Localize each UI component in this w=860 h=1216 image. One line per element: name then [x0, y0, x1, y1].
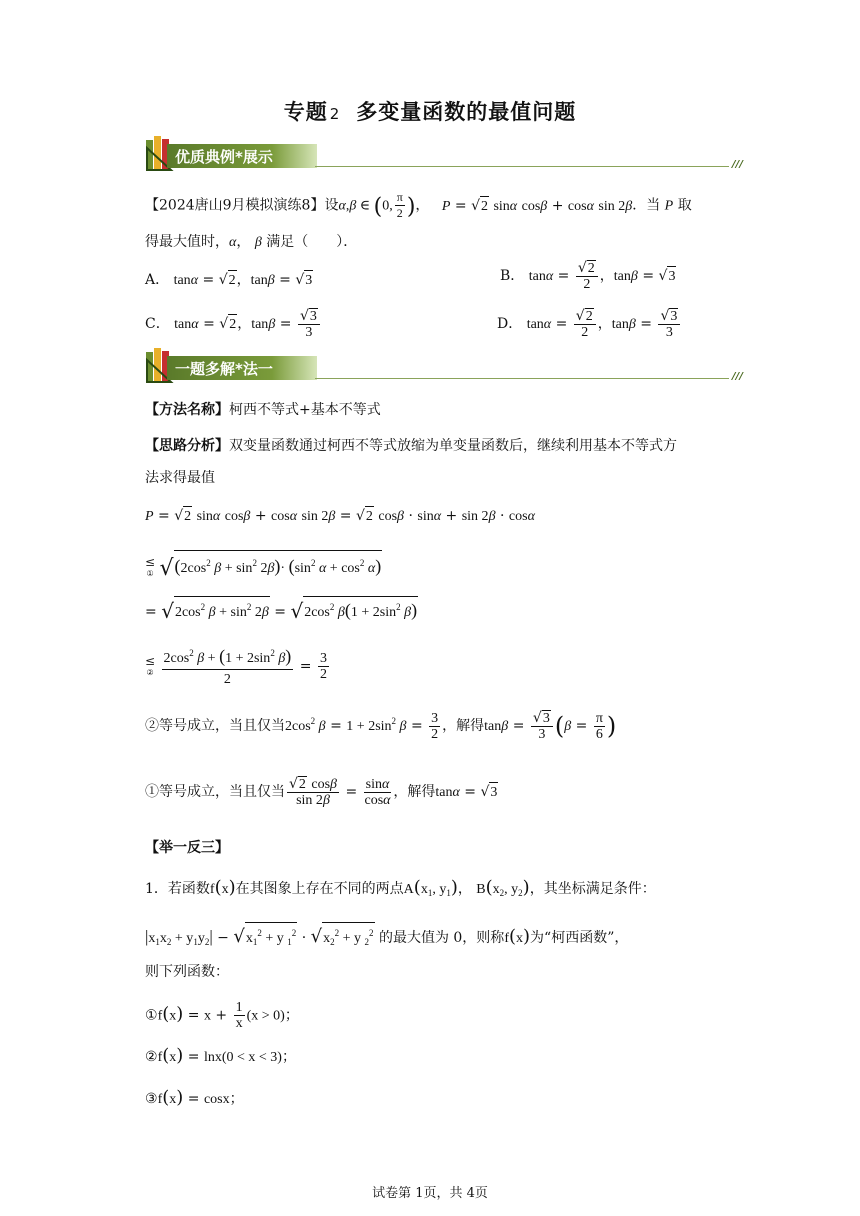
page-footer: 试卷第 1页，共 4页	[372, 1186, 488, 1201]
title-prefix: 专题	[283, 100, 328, 124]
option-a[interactable]: A． tanα = √2，tanβ = √3	[145, 270, 313, 291]
section-banner-examples	[145, 138, 743, 172]
page-title	[0, 96, 860, 126]
derivation-line-3: = $√2\cos^2$ $\beta + \sin^2 2\beta = √2\cos^2$ $\beta(1 + 2\sin^2$ β)	[145, 596, 418, 623]
banner-method-label: 一题多解*法一	[175, 360, 273, 378]
problem-line-1: 【2024唐山9月模拟演练8】设α,β ∈ (0, $\frac{\pi}{2}$ )， P = √2 sinα cosβ + cosα sin 2β．当 P 取	[145, 190, 692, 220]
method-analysis-1: 【思路分析】双变量函数通过柯西不等式放缩为单变量函数后，继续利用基本不等式方	[145, 438, 677, 454]
option-c[interactable]: C． tanα = √2，tanβ = $\frac{√3}{3}$	[145, 308, 322, 340]
derivation-line-1: P = √2 sinα cosβ + cosα sin 2β = √2 cosβ · sinα + sin 2β · cosα	[145, 506, 535, 527]
practice-item-3: ③f(x) = cosx；	[145, 1087, 244, 1108]
practice-q1-line-2: $|x_1x_2 + y_1y_2| - √x_1^2 + y$ $_1^2 \cdot √x_2^2 + y$ $_2^2$ 的最大值为 0，则称f(x)为“柯西函数”，	[145, 922, 628, 952]
practice-q1-line-3: 则下列函数：	[145, 964, 229, 980]
derivation-line-4: ≤ ② $\frac{2\cos^2 \beta + (1 + 2\sin^2 \beta)}{2}$ = $\frac{3}{2}$	[145, 643, 331, 690]
practice-label: 【举一反三】	[145, 840, 229, 856]
title-text: 多变量函数的最值问题	[356, 100, 577, 124]
equality-condition-2: ②等号成立，当且仅当$2\cos^2$ $\beta = 1 + 2\sin^2$ β = $\frac{3}{2}$ ，解得tanβ = $\frac{√3}{3}$ (β = $\frac{\pi}{6}$ )	[145, 710, 617, 742]
practice-item-1: ①f(x) = x + $\frac{1}{x}$ (x > 0)；	[145, 1000, 299, 1031]
banner-slashes: ///	[732, 159, 743, 170]
section-banner-method: 一题多解*法一 ///	[145, 350, 743, 384]
practice-q1-line-1: 1．若函数f(x)在其图象上存在不同的两点$A(x_1$, $y_1$)， $B(x_2$, $y_2$)，其坐标满足条件：	[145, 877, 656, 898]
equality-condition-1: ①等号成立，当且仅当 $\frac{√2 \cos\beta}{\sin 2\beta}$ = $\frac{\sin\alpha}{\cos\alpha}$ ，解得tanα = √3	[145, 776, 498, 808]
title-number: 2	[329, 105, 341, 123]
method-name: 【方法名称】柯西不等式+基本不等式	[145, 402, 381, 418]
option-b[interactable]: B． tanα = $\frac{√2}{2}$ ，tanβ = √3	[500, 260, 676, 292]
option-d[interactable]: D． tanα = $\frac{√2}{2}$ ，tanβ = $\frac{√3}{3}$	[497, 308, 682, 340]
derivation-line-2: ≤ ① $√(2\cos^2$ $\beta + \sin^2 2\beta)\cdot (\sin^2$ $\alpha + \cos^2 \alpha$)	[145, 550, 382, 579]
practice-item-2: ②f(x) = lnx(0 < x < 3)；	[145, 1045, 296, 1066]
problem-source: 【2024唐山9月模拟演练8】	[145, 197, 325, 214]
problem-line-2: 得最大值时，α， β 满足（ ）．	[145, 234, 358, 250]
banner-examples-label: 优质典例*展示	[175, 148, 273, 166]
method-analysis-2: 法求得最值	[145, 470, 215, 486]
